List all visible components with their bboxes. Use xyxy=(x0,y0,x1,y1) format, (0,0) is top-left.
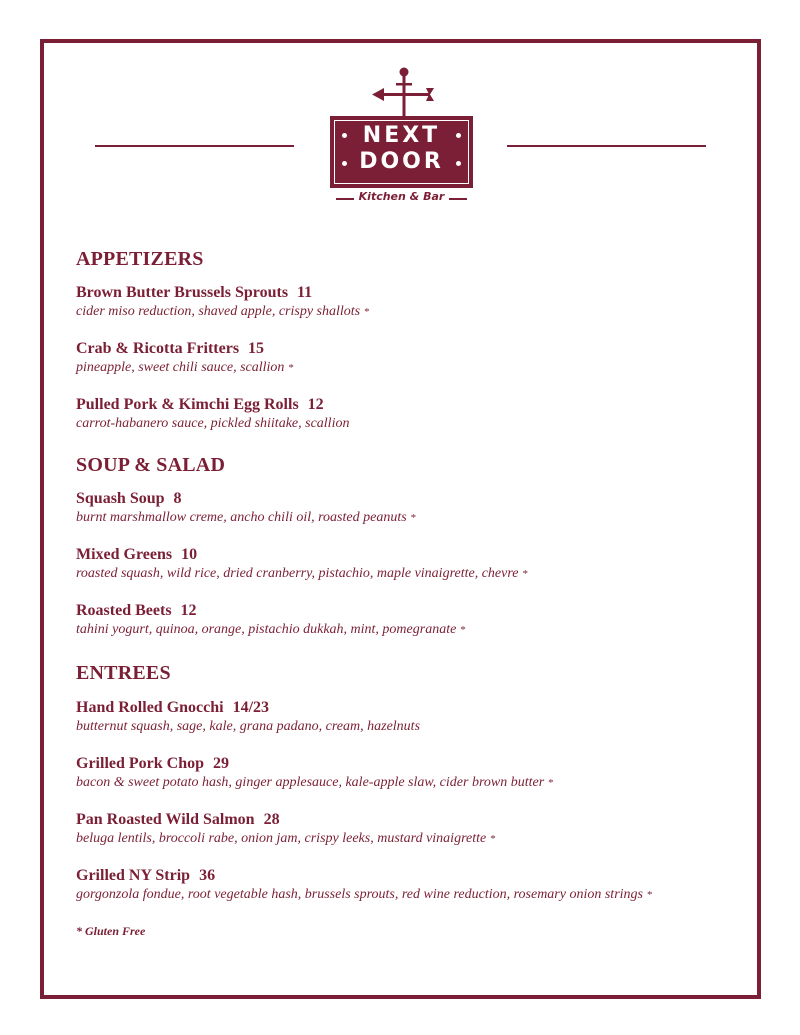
gluten-free-marker: * xyxy=(548,777,554,789)
item-name: Grilled NY Strip xyxy=(76,867,191,884)
item-name: Brown Butter Brussels Sprouts xyxy=(76,284,289,301)
gluten-free-marker: * xyxy=(288,362,294,374)
item-description: carrot-habanero sauce, pickled shiitake, scallion xyxy=(76,416,350,431)
item-name: Grilled Pork Chop xyxy=(76,755,205,772)
gluten-free-marker: * xyxy=(522,568,528,580)
logo-dot xyxy=(456,133,461,138)
item-price: 36 xyxy=(199,867,216,884)
logo-dot xyxy=(342,133,347,138)
item-description: cider miso reduction, shaved apple, crispy shallots xyxy=(76,304,361,319)
menu-item xyxy=(76,811,496,847)
logo-word-next: NEXT xyxy=(362,123,441,148)
gluten-free-marker: * xyxy=(410,512,417,524)
gluten-free-marker: * xyxy=(490,833,496,845)
item-description: roasted squash, wild rice, dried cranberry, pistachio, maple vinaigrette, chevre xyxy=(76,566,519,581)
item-description: tahini yogurt, quinoa, orange, pistachio dukkah, mint, pomegranate xyxy=(76,622,457,637)
logo-badge xyxy=(330,116,473,188)
logo-word-door: DOOR xyxy=(359,149,444,174)
menu-item xyxy=(76,867,652,903)
item-price: 15 xyxy=(248,340,265,357)
section-heading-soup-salad: SOUP & SALAD xyxy=(76,454,226,476)
item-price: 11 xyxy=(297,284,313,301)
item-price: 14/23 xyxy=(232,699,270,716)
item-name: Pan Roasted Wild Salmon xyxy=(76,811,255,828)
item-name: Hand Rolled Gnocchi xyxy=(76,699,224,716)
item-description: pineapple, sweet chili sauce, scallion xyxy=(76,360,285,375)
logo-tagline: Kitchen & Bar xyxy=(358,190,445,203)
section-heading-entrees: ENTREES xyxy=(76,662,171,684)
item-price: 12 xyxy=(180,602,197,619)
weathervane-icon xyxy=(330,66,473,116)
item-description: beluga lentils, broccoli rabe, onion jam, crispy leeks, mustard vinaigrette xyxy=(76,831,487,846)
gluten-free-marker: * xyxy=(646,889,653,901)
gluten-free-footnote: * Gluten Free xyxy=(76,924,146,938)
item-price: 28 xyxy=(263,811,280,828)
item-description: gorgonzola fondue, root vegetable hash, brussels sprouts, red wine reduction, rosemary onion strings xyxy=(76,887,643,902)
logo-dot xyxy=(456,161,461,166)
header-rule-right xyxy=(507,145,706,147)
gluten-free-marker: * xyxy=(364,306,370,318)
section-heading-appetizers: APPETIZERS xyxy=(76,248,204,270)
menu-item xyxy=(76,340,294,376)
logo-dot xyxy=(342,161,347,166)
menu-item xyxy=(76,755,554,791)
menu-item xyxy=(76,284,370,320)
item-description: bacon & sweet potato hash, ginger applesauce, kale-apple slaw, cider brown butter xyxy=(76,775,545,790)
item-description: butternut squash, sage, kale, grana padano, cream, hazelnuts xyxy=(76,719,421,734)
menu-item xyxy=(76,546,528,582)
item-name: Squash Soup xyxy=(76,490,165,507)
restaurant-logo xyxy=(330,66,473,206)
menu-item xyxy=(76,699,424,735)
item-price: 10 xyxy=(181,546,198,563)
item-name: Mixed Greens xyxy=(76,546,173,563)
item-name: Pulled Pork & Kimchi Egg Rolls xyxy=(76,396,299,413)
item-price: 29 xyxy=(213,755,230,772)
gluten-free-marker: * xyxy=(460,624,466,636)
item-price: 12 xyxy=(307,396,324,413)
header-rule-left xyxy=(95,145,294,147)
menu-item xyxy=(76,490,416,526)
menu-item xyxy=(76,602,466,638)
item-price: 8 xyxy=(173,490,182,507)
item-name: Roasted Beets xyxy=(76,602,172,619)
item-description: burnt marshmallow creme, ancho chili oil, roasted peanuts xyxy=(76,510,407,525)
menu-item xyxy=(76,396,353,432)
item-name: Crab & Ricotta Fritters xyxy=(76,340,240,357)
